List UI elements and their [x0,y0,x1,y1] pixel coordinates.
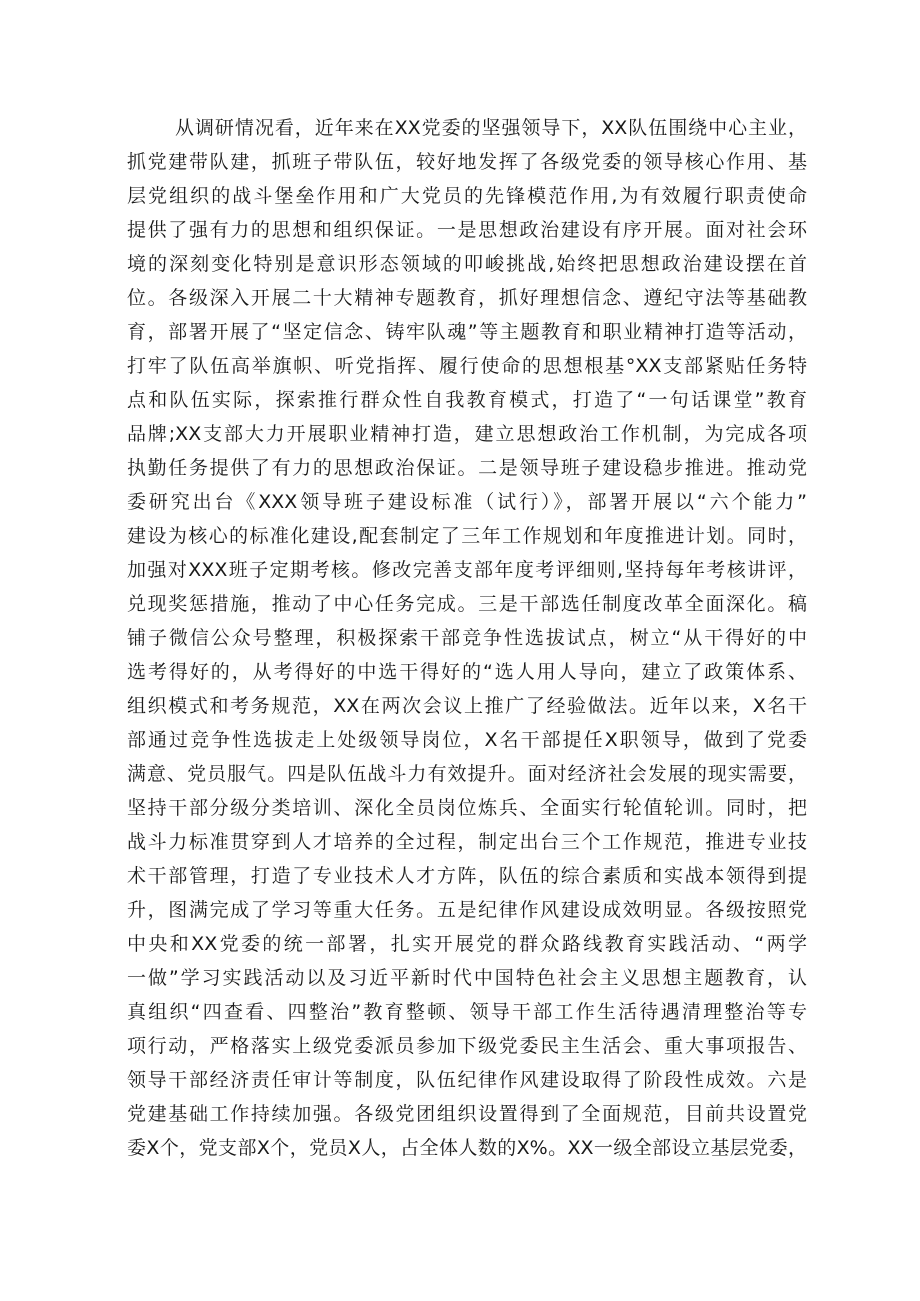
paragraph-line: 建设为核心的标准化建设,配套制定了三年工作规划和年度推进计划。同时， [127,525,807,547]
paragraph-line: 从调研情况看，近年来在XX党委的坚强领导下，XX队伍围绕中心主业， [175,117,807,139]
paragraph-line: 层党组织的战斗堡垒作用和广大党员的先锋模范作用,为有效履行职责使命 [127,185,807,207]
paragraph-line: 委研究出台《XXX领导班子建设标准（试行）》，部署开展以“六个能力” [127,491,807,513]
paragraph-line: 抓党建带队建，抓班子带队伍，较好地发挥了各级党委的领导核心作用、基 [127,151,807,173]
paragraph-line: 术干部管理，打造了专业技术人才方阵，队伍的综合素质和实战本领得到提 [127,865,807,887]
paragraph-line: 战斗力标准贯穿到人才培养的全过程，制定出台三个工作规范，推进专业技 [127,831,807,853]
paragraph-line: 坚持干部分级分类培训、深化全员岗位炼兵、全面实行轮值轮训。同时，把 [127,797,807,819]
paragraph-line: 点和队伍实际，探索推行群众性自我教育模式，打造了“一句话课堂”教育 [127,389,807,411]
paragraph-line: 选考得好的，从考得好的中选干得好的“选人用人导向，建立了政策体系、 [127,661,807,683]
paragraph-line: 位。各级深入开展二十大精神专题教育，抓好理想信念、遵纪守法等基础教 [127,287,807,309]
paragraph-line: 组织模式和考务规范，XX在两次会议上推广了经验做法。近年以来，X名干 [127,695,807,717]
paragraph-line: 一做”学习实践活动以及习近平新时代中国特色社会主义思想主题教育，认 [127,967,807,989]
paragraph-line: 品牌;XX支部大力开展职业精神打造，建立思想政治工作机制，为完成各项 [127,423,807,445]
paragraph-line: 领导干部经济责任审计等制度，队伍纪律作风建设取得了阶段性成效。六是 [127,1069,807,1091]
paragraph-line: 满意、党员服气。四是队伍战斗力有效提升。面对经济社会发展的现实需要， [127,763,807,785]
paragraph-line: 铺子微信公众号整理，积极探索干部竞争性选拔试点，树立“从干得好的中 [127,627,807,649]
paragraph-line: 打牢了队伍高举旗帜、听党指挥、履行使命的思想根基°XX支部紧贴任务特 [127,355,807,377]
paragraph-line: 兑现奖惩措施，推动了中心任务完成。三是干部选任制度改革全面深化。稿 [127,593,807,615]
paragraph-line: 育，部署开展了“坚定信念、铸牢队魂”等主题教育和职业精神打造等活动， [127,321,807,343]
paragraph-line: 中央和XX党委的统一部署，扎实开展党的群众路线教育实践活动、“两学 [127,933,807,955]
paragraph-line: 境的深刻变化特别是意识形态领域的叩峻挑战,始终把思想政治建设摆在首 [127,253,807,275]
body-paragraph [127,111,807,1165]
paragraph-line: 委X个，党支部X个，党员X人，占全体人数的X%。XX一级全部设立基层党委， [127,1137,807,1159]
paragraph-line: 党建基础工作持续加强。各级党团组织设置得到了全面规范，目前共设置党 [127,1103,807,1125]
paragraph-line: 部通过竞争性选拔走上处级领导岗位，X名干部提任X职领导，做到了党委 [127,729,807,751]
paragraph-line: 升，图满完成了学习等重大任务。五是纪律作风建设成效明显。各级按照党 [127,899,807,921]
paragraph-line: 真组织“四查看、四整治”教育整顿、领导干部工作生活待遇清理整治等专 [127,1001,807,1023]
paragraph-line: 执勤任务提供了有力的思想政治保证。二是领导班子建设稳步推进。推动党 [127,457,807,479]
paragraph-line: 项行动，严格落实上级党委派员参加下级党委民主生活会、重大事项报告、 [127,1035,807,1057]
paragraph-line: 加强对XXX班子定期考核。修改完善支部年度考评细则,坚持每年考核讲评， [127,559,807,581]
paragraph-line: 提供了强有力的思想和组织保证。一是思想政治建设有序开展。面对社会环 [127,219,807,241]
